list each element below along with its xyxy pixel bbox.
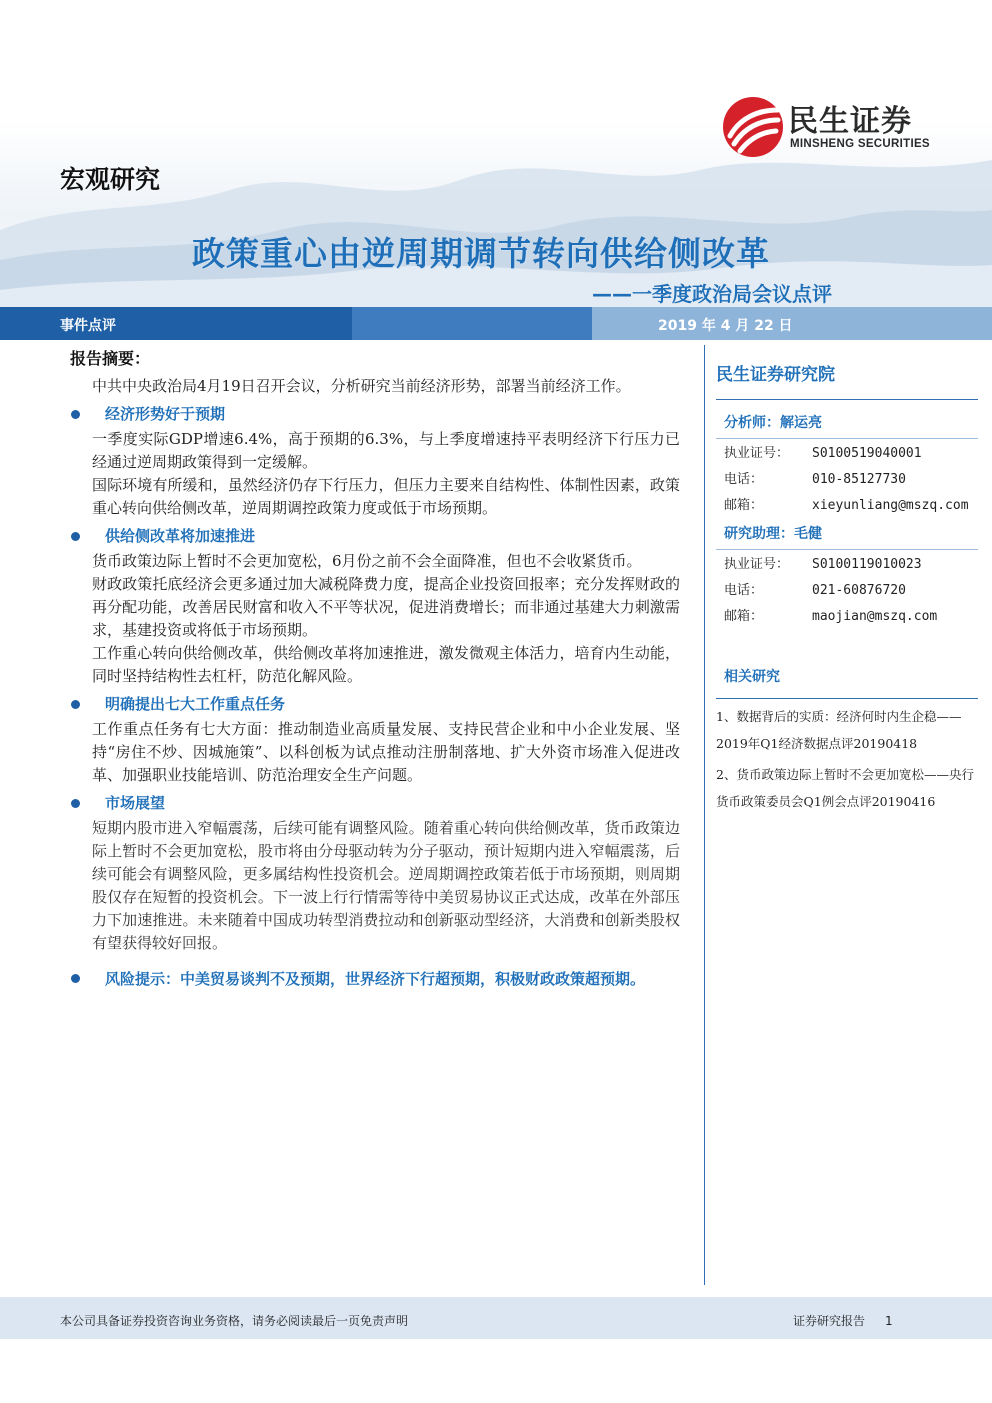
info-row: 电话： 010-85127730	[724, 472, 906, 487]
logo-english-name: MINSHENG SECURITIES	[790, 138, 930, 150]
bullet-dot-icon	[71, 974, 80, 983]
bullet-dot-icon	[71, 799, 80, 808]
section-heading: 经济形势好于预期	[70, 403, 680, 426]
page-number: 1	[885, 1314, 893, 1328]
info-row: 执业证号： S0100519040001	[724, 446, 922, 461]
section-paragraph: 工作重心转向供给侧改革，供给侧改革将加速推进，激发微观主体活力，培育内生动能，同时坚持结构性去杠杆，防范化解风险。	[92, 644, 680, 685]
section-heading: 市场展望	[70, 792, 680, 815]
assistant-heading: 研究助理：毛健	[724, 526, 822, 542]
section-paragraph: 工作重点任务有七大方面：推动制造业高质量发展、支持民营企业和中小企业发展、坚持“房住不炒、因城施策”、以科创板为试点推动注册制落地、扩大外资市场准入促进改革、加强职业技能培训、防范治理安全生产问题。	[92, 720, 680, 784]
analyst-heading: 分析师：解运亮	[724, 415, 822, 431]
section-heading: 明确提出七大工作重点任务	[70, 693, 680, 716]
related-research-item[interactable]: 2、货币政策边际上暂时不会更加宽松——央行货币政策委员会Q1例会点评20190416	[716, 767, 974, 809]
risk-warning: 风险提示：中美贸易谈判不及预期，世界经济下行超预期，积极财政政策超预期。	[70, 967, 680, 991]
column-divider	[704, 345, 705, 1285]
related-research-item[interactable]: 1、数据背后的实质：经济何时内生企稳——2019年Q1经济数据点评20190418	[716, 709, 962, 751]
bullet-dot-icon	[71, 532, 80, 541]
footer-doc-type: 证券研究报告	[793, 1314, 866, 1328]
section-paragraph: 国际环境有所缓和，虽然经济仍存下行压力，但压力主要来自结构性、体制性因素，政策重心转向供给侧改革，逆周期调控政策力度或低于市场预期。	[92, 476, 680, 517]
footer-disclaimer: 本公司具备证券投资咨询业务资格，请务必阅读最后一页免责声明	[60, 1314, 409, 1328]
intro-paragraph: 中共中央政治局4月19日召开会议，分析研究当前经济形势，部署当前经济工作。	[92, 377, 631, 395]
analyst-info	[716, 438, 978, 519]
section-heading: 供给侧改革将加速推进	[70, 525, 680, 548]
related-research-heading: 相关研究	[716, 666, 978, 699]
analyst-email-link[interactable]: xieyunliang@mszq.com	[812, 498, 969, 513]
section-paragraph: 短期内股市进入窄幅震荡，后续可能有调整风险。随着重心转向供给侧改革，货币政策边际上暂时不会更加宽松，股市将由分母驱动转为分子驱动，预计短期内进入窄幅震荡，后续可能会有调整风险，更多属结构性投资机会。逆周期调控政策若低于市场预期，则周期股仅存在短暂的投资机会。下一波上行行情需等待中美贸易协议正式达成，改革在外部压力下加速推进。未来随着中国成功转型消费拉动和创新驱动型经济，大消费和创新类股权有望获得较好回报。	[92, 819, 680, 952]
assistant-email-link[interactable]: maojian@mszq.com	[812, 609, 938, 624]
abstract-title: 报告摘要：	[70, 349, 151, 368]
page-footer	[0, 1297, 992, 1339]
main-content	[70, 346, 680, 993]
assistant-info	[716, 549, 978, 630]
bar-segment-mid	[352, 307, 592, 340]
event-bar	[0, 307, 992, 340]
report-title: 政策重心由逆周期调节转向供给侧改革	[192, 234, 770, 273]
section-paragraph: 一季度实际GDP增速6.4%，高于预期的6.3%，与上季度增速持平表明经济下行压力已经通过逆周期政策得到一定缓解。	[92, 430, 680, 471]
info-row: 邮箱： xieyunliang@mszq.com	[716, 493, 978, 519]
report-subtitle: ——一季度政治局会议点评	[592, 282, 832, 306]
report-type-label: 事件点评	[60, 318, 116, 334]
bar-segment-dark	[0, 307, 352, 340]
info-row: 邮箱： maojian@mszq.com	[716, 604, 978, 630]
report-date: 2019 年 4 月 22 日	[658, 318, 793, 334]
minsheng-logo-icon	[722, 96, 784, 158]
sidebar	[716, 360, 978, 815]
report-category: 宏观研究	[60, 165, 161, 194]
footer-right	[793, 1312, 893, 1329]
bullet-dot-icon	[71, 410, 80, 419]
section-paragraph: 财政政策托底经济会更多通过加大减税降费力度，提高企业投资回报率；充分发挥财政的再分配功能，改善居民财富和收入不平等状况，促进消费增长；而非通过基建大力刺激需求，基建投资或将低于市场预期。	[92, 575, 680, 639]
company-logo	[722, 96, 962, 160]
section-paragraph: 货币政策边际上暂时不会更加宽松，6月份之前不会全面降准，但也不会收紧货币。	[92, 552, 642, 570]
info-row: 执业证号： S0100119010023	[724, 557, 922, 572]
info-row: 电话： 021-60876720	[724, 583, 906, 598]
bullet-dot-icon	[71, 700, 80, 709]
institute-name: 民生证券研究院	[716, 360, 978, 400]
logo-chinese-name: 民生证券	[788, 104, 912, 139]
